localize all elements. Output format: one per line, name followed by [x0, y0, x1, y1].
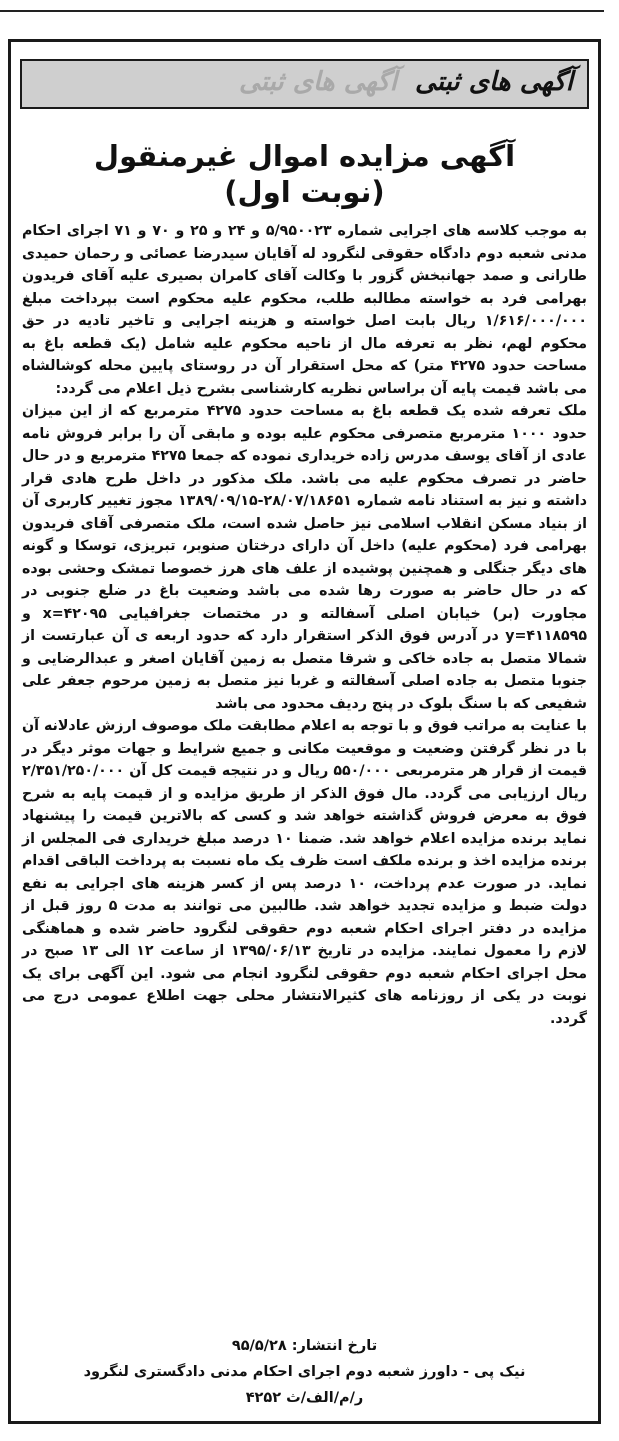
section-label: آگهی های ثبتی — [415, 67, 573, 97]
signature-line: نیک پی - داورز شعبه دوم اجرای احکام مدنی دادگستری لنگرود — [83, 1364, 526, 1380]
publish-date: تارخ انتشار: ۹۵/۵/۲۸ — [231, 1338, 378, 1354]
top-rule — [0, 10, 604, 12]
notice-title: آگهی مزایده اموال غیرمنقول — [93, 139, 516, 173]
notice-subtitle: (نوبت اول) — [224, 175, 385, 209]
section-label-faded: آگهی های ثبتی — [239, 67, 397, 97]
notice-body — [22, 220, 587, 1030]
notice-paragraph-3: با عنایت به مراتب فوق و با توجه به اعلام مطابقت ملک موصوف ارزش عادلانه آن با در نظر گرفتن وضعیت و موقعیت مکانی و جمیع شرایط و جهات موثر دیگر در قیمت از قرار هر مترمربعی ۵۵۰/۰۰۰ ریال و در نتیجه قیمت کل آن ۲/۳۵۱/۲۵۰/۰۰۰ ریال ارزیابی می گردد. مال فوق الذکر از طریق مزایده و از قیمت پایه به شرح فوق به معرض فروش گذاشته خواهد شد و کسی که بالاترین قیمت را پیشنهاد نماید برنده مزایده اعلام خواهد شد. ضمنا ۱۰ درصد مبلغ خریداری فی المجلس از برنده مزایده اخذ و برنده ملکف است ظرف یک ماه نسبت به پرداخت الباقی اقدام نماید. در صورت عدم پرداخت، ۱۰ درصد پس از کسر هزینه های اجرایی به نفع دولت ضبط و مزایده تجدید خواهد شد. طالبین می توانند به مدت ۵ روز قبل از مزایده در دفتر اجرای احکام شعبه دوم حقوقی لنگرود حاضر شده و هماهنگی لازم را معمول نمایند. مزایده در تاریخ ۱۳۹۵/۰۶/۱۳ از ساعت ۱۲ الی ۱۳ صبح در محل اجرای احکام شعبه دوم حقوقی لنگرود انجام می شود. این آگهی برای یک نوبت در یکی از روزنامه های کثیرالانتشار محلی جهت اطلاع عمومی درج می گردد. — [22, 718, 588, 1027]
reference-number: ر/م/الف/ث ۴۲۵۲ — [245, 1390, 364, 1406]
notice-paragraph-1: به موجب کلاسه های اجرایی شماره ۵/۹۵۰۰۲۳ و ۲۴ و ۲۵ و ۷۰ و ۷۱ اجرای احکام مدنی شعبه دوم دادگاه حقوقی لنگرود له آقایان سیدرضا عصائی و رحمان حمیدی طارانی و صمد جهانبخش گزور با وکالت آقای کامران بصیری علیه آقای فریدون بهرامی فرد به خواسته مطالبه طلب، محکوم علیه محکوم است بپرداخت مبلغ ۱/۶۱۶/۰۰۰/۰۰۰ ریال بابت اصل خواسته و هزینه اجرایی و تاخیر تادیه در حق محکوم لهم، نظر به تعرفه مال از ناحیه محکوم علیه شامل (یک قطعه باغ به مساحت حدود ۴۲۷۵ متر) که محل استقرار آن در روستای پایین محله کوشالشاه می باشد قیمت پایه آن براساس نظریه کارشناسی بشرح ذیل اعلام می گردد: — [22, 223, 588, 397]
section-header — [20, 59, 589, 109]
notice-paragraph-2: ملک تعرفه شده یک قطعه باغ به مساحت حدود ۴۲۷۵ مترمربع که از این میزان حدود ۱۰۰۰ مترمربع متصرفی محکوم علیه بوده و مابقی آن را برابر فروش نامه عادی از آقای یوسف مدرس زاده خریداری نموده که جمعا ۴۲۷۵ مترمربع و در حال حاضر در تصرف محکوم علیه می باشد. ملک مذکور در داخل طرح هادی قرار داشته و نیز به استناد نامه شماره ۲۸/۰۷/۱۸۶۵۱-۱۳۸۹/۰۹/۱۵ مجوز تغییر کاربری آن از بنیاد مسکن انقلاب اسلامی نیز حاصل شده است، ملک متصرفی آقای فریدون بهرامی فرد (محکوم علیه) داخل آن دارای درختان صنوبر، تبریزی، توسکا و گونه های دیگر جنگلی و همچنین پوشیده از علف های هرز خصوصا تمشک وحشی بوده که در حال حاضر به صورت رها شده می باشد وضعیت باغ در ضلع جنوبی در مجاورت (بر) خیابان اصلی آسفالته و در مختصات جغرافیایی x=۴۲۰۹۵ و y=۴۱۱۸۵۹۵ در آدرس فوق الذکر استقرار دارد که حدود اربعه ی آن عبارتست از شمالا متصل به جاده خاکی و شرقا متصل به زمین آقایان اصغر و عبدالرضایی و جنوبا متصل به جاده اصلی آسفالته و غربا نیز متصل به زمین مرحوم جعفر علی شفیعی که با سنگ بلوک در پنج ردیف محدود می باشد — [22, 403, 587, 712]
